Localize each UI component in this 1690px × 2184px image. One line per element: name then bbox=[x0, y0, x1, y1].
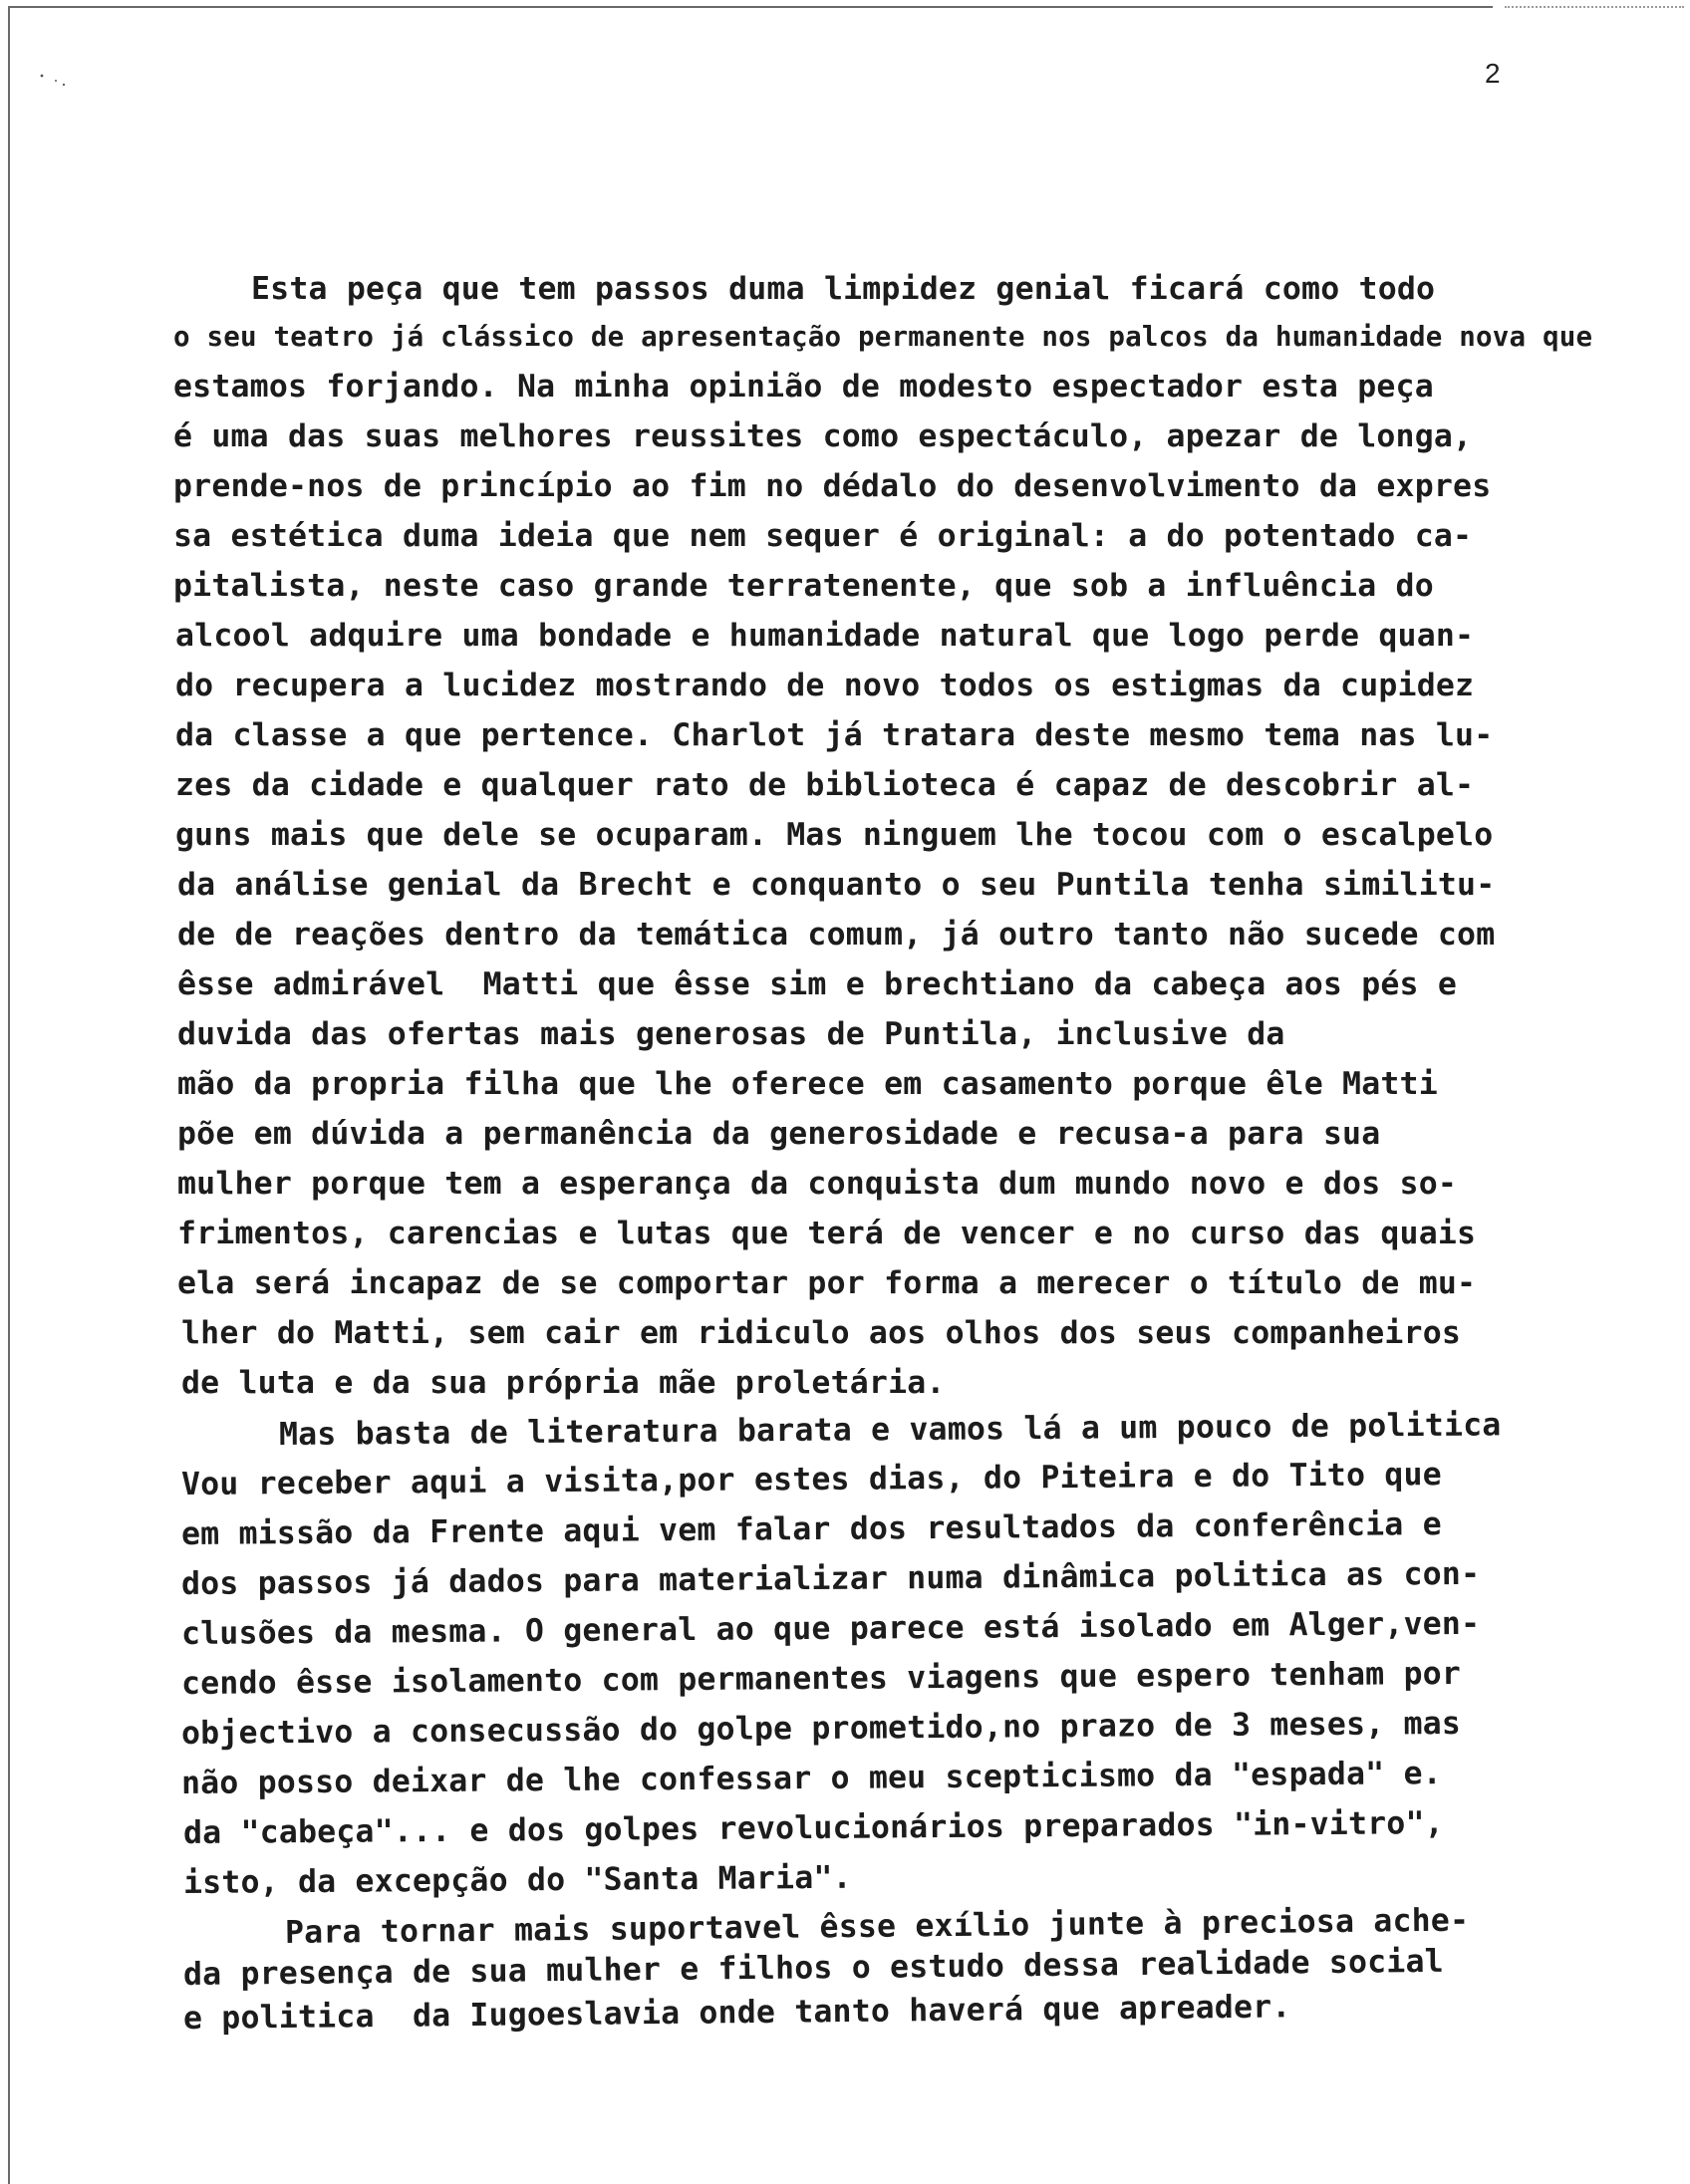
paragraph-1-line-4: é uma das suas melhores reussites como espectáculo, apezar de longa, bbox=[173, 418, 1473, 454]
paragraph-1-line-13: da análise genial da Brecht e conquanto o seu Puntila tenha similitu- bbox=[177, 867, 1496, 903]
paragraph-1-line-19: mulher porque tem a esperança da conquista dum mundo novo e dos so- bbox=[177, 1166, 1458, 1202]
page-edge-left bbox=[8, 6, 10, 2184]
paragraph-1-line-1: Esta peça que tem passos duma limpidez genial ficará como todo bbox=[251, 271, 1436, 307]
paragraph-1-line-11: zes da cidade e qualquer rato de biblioteca é capaz de descobrir al- bbox=[175, 767, 1475, 803]
paragraph-2-line-2: Vou receber aqui a visita,por estes dias, do Piteira e do Tito que bbox=[180, 1457, 1442, 1502]
paragraph-1-line-12: guns mais que dele se ocuparam. Mas ninguem lhe tocou com o escalpelo bbox=[175, 817, 1494, 853]
paragraph-2-line-1: Mas basta de literatura barata e vamos lá a um pouco de politica bbox=[278, 1407, 1502, 1453]
paragraph-1-line-23: de luta e da sua própria mãe proletária. bbox=[181, 1365, 946, 1401]
paragraph-1-line-17: mão da propria filha que lhe oferece em casamento porque êle Matti bbox=[177, 1066, 1438, 1102]
paragraph-1-line-16: duvida das ofertas mais generosas de Puntila, inclusive da bbox=[177, 1016, 1285, 1052]
paragraph-1-line-10: da classe a que pertence. Charlot já tratara deste mesmo tema nas lu- bbox=[175, 717, 1494, 753]
paragraph-2-line-10: isto, da excepção do "Santa Maria". bbox=[182, 1859, 852, 1901]
paragraph-2-line-5: clusões da mesma. O general ao que parece está isolado em Alger,ven- bbox=[180, 1605, 1481, 1652]
paragraph-3-line-3: e politica da Iugoeslavia onde tanto haverá que apreader. bbox=[182, 1989, 1291, 2037]
paragraph-1-line-22: lher do Matti, sem cair em ridiculo aos olhos dos seus companheiros bbox=[181, 1315, 1462, 1351]
paragraph-2-line-3: em missão da Frente aqui vem falar dos resultados da conferência e bbox=[180, 1506, 1442, 1552]
paragraph-1-line-8: alcool adquire uma bondade e humanidade natural que logo perde quan- bbox=[175, 618, 1475, 654]
paragraph-2-line-7: objectivo a consecussão do golpe prometido,no prazo de 3 meses, mas bbox=[180, 1705, 1462, 1752]
paragraph-3-line-1: Para tornar mais suportavel êsse exílio junte à preciosa ache- bbox=[284, 1902, 1470, 1951]
paragraph-2-line-9: da "cabeça"... e dos golpes revolucionários preparados "in-vitro", bbox=[182, 1805, 1444, 1851]
paragraph-2-line-8: não posso deixar de lhe confessar o meu scepticismo da "espada" e. bbox=[180, 1756, 1442, 1801]
paragraph-1-line-9: do recupera a lucidez mostrando de novo todos os estigmas da cupidez bbox=[175, 668, 1475, 703]
paragraph-1-line-6: sa estética duma ideia que nem sequer é original: a do potentado ca- bbox=[173, 518, 1473, 554]
paragraph-1-line-15: êsse admirável Matti que êsse sim e brechtiano da cabeça aos pés e bbox=[177, 966, 1458, 1002]
paragraph-1-line-3: estamos forjando. Na minha opinião de modesto espectador esta peça bbox=[173, 369, 1434, 405]
scan-speck-icon bbox=[38, 72, 78, 92]
paragraph-1-line-2: o seu teatro já clássico de apresentação permanente nos palcos da humanidade nova que bbox=[173, 321, 1593, 353]
paragraph-1-line-18: põe em dúvida a permanência da generosidade e recusa-a para sua bbox=[177, 1116, 1381, 1152]
paragraph-1-line-5: prende-nos de princípio ao fim no dédalo do desenvolvimento da expres bbox=[173, 468, 1492, 504]
paragraph-2-line-6: cendo êsse isolamento com permanentes viagens que espero tenham por bbox=[180, 1655, 1462, 1702]
page-edge-top-dashed bbox=[1505, 6, 1684, 8]
paragraph-1-line-14: de de reações dentro da temática comum, já outro tanto não sucede com bbox=[177, 917, 1496, 953]
page-edge-top bbox=[8, 6, 1493, 8]
paragraph-3-line-2: da presença de sua mulher e filhos o estudo dessa realidade social bbox=[182, 1943, 1444, 1993]
paragraph-1-line-20: frimentos, carencias e lutas que terá de vencer e no curso das quais bbox=[177, 1216, 1477, 1251]
paragraph-2-line-4: dos passos já dados para materializar numa dinâmica politica as con- bbox=[180, 1555, 1481, 1602]
page-number: 2 bbox=[1485, 58, 1501, 89]
paragraph-1-line-21: ela será incapaz de se comportar por forma a merecer o título de mu- bbox=[177, 1265, 1477, 1301]
paragraph-1-line-7: pitalista, neste caso grande terratenente, que sob a influência do bbox=[173, 568, 1434, 604]
